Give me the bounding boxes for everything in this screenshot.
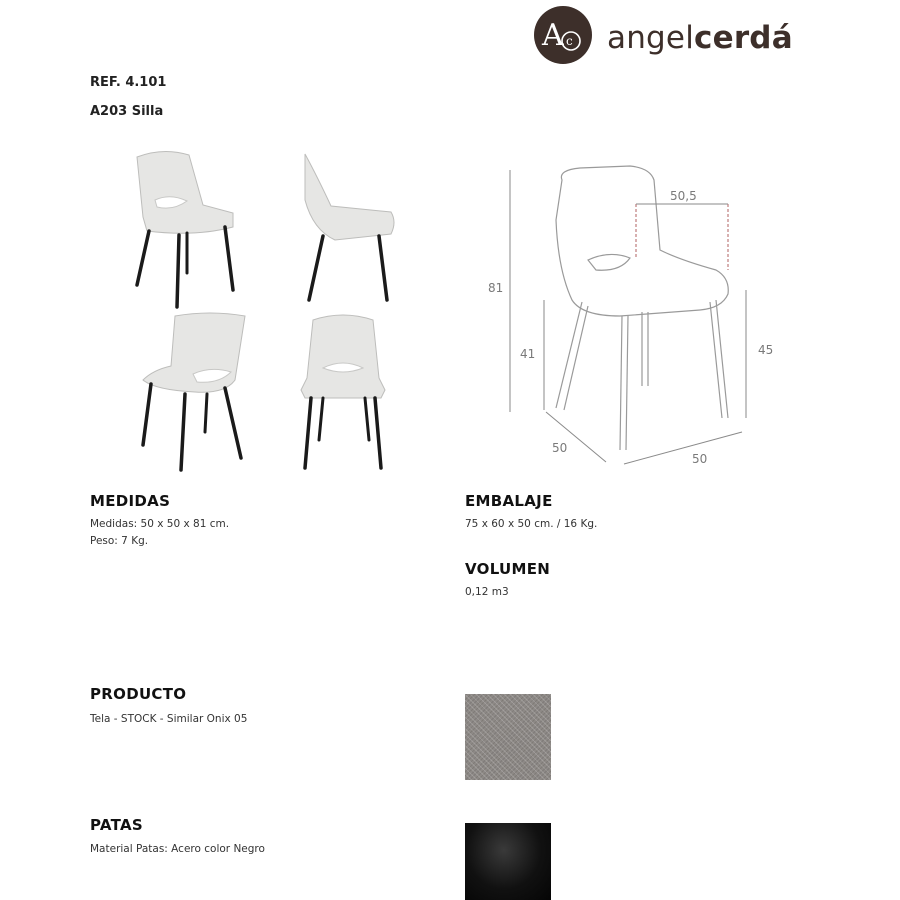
svg-text:c: c (566, 34, 573, 48)
medidas-details (90, 516, 229, 550)
product-reference: REF. 4.101 (90, 75, 167, 90)
chair-side-view (295, 150, 405, 310)
drawing-leg-back-right (710, 300, 728, 418)
chair-back-view (135, 310, 255, 475)
leg-finish-swatch (465, 823, 551, 900)
medidas-heading: MEDIDAS (90, 492, 171, 510)
medidas-weight: Peso: 7 Kg. (90, 535, 149, 547)
embalaje-details: 75 x 60 x 50 cm. / 16 Kg. (465, 518, 598, 530)
volumen-details: 0,12 m3 (465, 586, 509, 598)
chair-front-view (295, 312, 390, 472)
patas-details: Material Patas: Acero color Negro (90, 843, 265, 855)
fabric-swatch (465, 694, 551, 780)
dimension-top-depth: 50,5 (670, 189, 697, 203)
patas-heading: PATAS (90, 816, 144, 834)
drawing-hand-opening (588, 254, 630, 270)
brand-logo (533, 5, 833, 63)
embalaje-heading: EMBALAJE (465, 492, 553, 510)
brand-name-bold: cerdá (694, 20, 793, 56)
brand-name-light: angel (607, 20, 695, 56)
drawing-leg-front-right (620, 316, 628, 450)
svg-text:A: A (542, 18, 564, 53)
dimension-drawing (470, 150, 800, 480)
producto-heading: PRODUCTO (90, 685, 187, 703)
chair-front-three-quarter-view (125, 145, 250, 315)
volumen-heading: VOLUMEN (465, 560, 551, 578)
brand-name (607, 20, 793, 56)
brand-mark-icon (533, 5, 593, 65)
dimension-total-height: 81 (488, 281, 504, 295)
drawing-leg-front-left (556, 302, 588, 410)
dimension-seat-height: 45 (758, 343, 774, 357)
drawing-backrest (556, 166, 728, 316)
producto-details: Tela - STOCK - Similar Onix 05 (90, 713, 248, 725)
product-model: A203 Silla (90, 104, 164, 119)
dimension-depth: 50 (552, 441, 568, 455)
dimension-arm-height: 41 (520, 347, 536, 361)
dimension-width: 50 (692, 452, 708, 466)
medidas-dimensions: Medidas: 50 x 50 x 81 cm. (90, 518, 230, 530)
drawing-leg-back-left (642, 312, 648, 386)
